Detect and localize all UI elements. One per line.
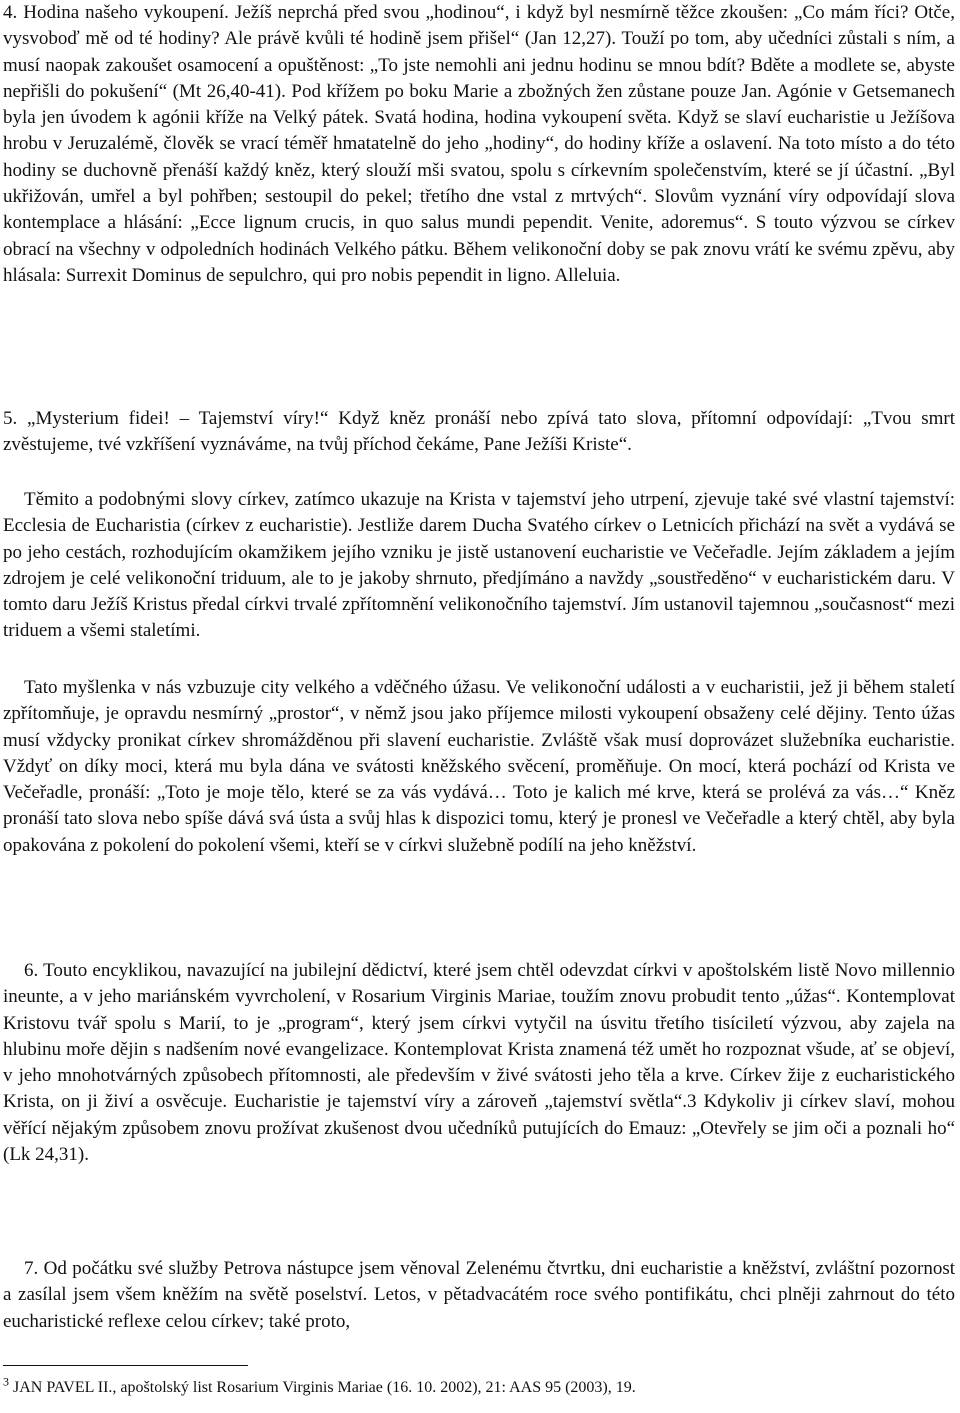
paragraph-4-text: 4. Hodina našeho vykoupení. Ježíš neprchá před svou „hodinou“, i když byl nesmírně těžce zkoušen: „Co mám říci? Otče, vysvoboď mě od té hodiny? Ale právě kvůli té hodině jsem přišel“ (Jan 12,27). Touží po tom, aby učedníci zůstali s ním, a musí naopak zakoušet osamocení a opuštěnost: „To jste nemohli ani jednu hodinu se mnou bdít? Bděte a modlete se, abyste nepřišli do pokušení“ (Mt 26,40-41). Pod křížem po boku Marie a zbožných žen zůstane pouze Jan. Agónie v Getsemanech byla jen úvodem k agónii kříže na Velký pátek. Svatá hodina, hodina vykoupení světa. Když se slaví eucharistie u Ježíšova hrobu v Jeruzalémě, člověk se vrací téměř hmatatelně do jeho „hodiny“, do hodiny kříže a oslavení. Na toto místo a do této hodiny se duchovně přenáší každý kněz, který slouží mši svatou, spolu s církevním společenstvím, které se jí účastní. „Byl ukřižován, umřel a byl pohřben; sestoupil do pekel; třetího dne vstal z mrtvých“. Slovům vyznání víry odpovídají slova kontemplace a hlásání: „Ecce lignum crucis, in quo salus mundi pependit. Venite, adoremus“. S touto výzvou se církev obrací na všechny v odpoledních hodinách Velkého pátku. Během velikonoční doby se pak znovu vrátí ke svému zpěvu, aby hlásala: Surrexit Dominus de sepulchro, qui pro nobis pependit in ligno. Alleluia. [3, 2, 955, 286]
footnote-text: JAN PAVEL II., apoštolský list Rosarium Virginis Mariae (16. 10. 2002), 21: AAS 95 (2003), 19. [13, 1379, 636, 1396]
paragraph-5-reflection-text: Tato myšlenka v nás vzbuzuje city velkého a vděčného úžasu. Ve velikonoční události a v eucharistii, jež ji během staletí zpřítomňuje, je opravdu nesmírný „prostor“, v němž jsou jako příjemce milosti vykoupení obsaženy celé dějiny. Tento úžas musí vždycky pronikat církev shromážděnou při slavení eucharistie. Zvláště však musí doprovázet služebníka eucharistie. Vždyť on díky moci, která mu byla dána ve svátosti kněžského svěcení, proměňuje. On mocí, která pochází od Krista ve Večeřadle, pronáší: „Toto je moje tělo, které se za vás vydává… Toto je kalich mé krve, která se prolévá za vás…“ Kněz pronáší tato slova nebo spíše dává svá ústa a svůj hlas k dispozici tomu, který je pronesl ve Večeřadle a který chtěl, aby byla opakována z pokolení do pokolení všemi, kteří se v církvi služebně podílí na jeho kněžství. [3, 677, 955, 856]
paragraph-4 [3, 0, 955, 289]
paragraph-7 [3, 1256, 955, 1335]
footnote-number: 3 [3, 1374, 9, 1389]
paragraph-7-text: 7. Od počátku své služby Petrova nástupce jsem věnoval Zelenému čtvrtku, dni eucharistie a kněžství, zvláštní pozornost a zasílal jsem všem kněžím na světě poselství. Letos, v pětadvacátém roce svého pontifikátu, chci plněji zahrnout do této eucharistické reflexe celou církev; také proto, [3, 1258, 955, 1332]
footnote [3, 1374, 955, 1399]
paragraph-5-intro [3, 406, 955, 459]
footnote-divider [3, 1365, 248, 1366]
paragraph-6 [3, 958, 955, 1168]
paragraph-5-intro-text: 5. „Mysterium fidei! – Tajemství víry!“ Když kněz pronáší nebo zpívá tato slova, přítomní odpovídají: „Tvou smrt zvěstujeme, tvé vzkříšení vyznáváme, na tvůj příchod čekáme, Pane Ježíši Kriste“. [3, 408, 955, 456]
paragraph-6-text: 6. Touto encyklikou, navazující na jubilejní dědictví, které jsem chtěl odevzdat církvi v apoštolském listě Novo millennio ineunte, a v jeho mariánském vyvrcholení, v Rosarium Virginis Mariae, toužím znovu probudit tento „úžas“. Kontemplovat Kristovu tvář spolu s Marií, to je „program“, který jsem církvi vytyčil na úsvitu třetího tisíciletí výzvou, aby zajela na hlubinu moře dějin s nadšením nové evangelizace. Kontemplovat Krista znamená též umět ho rozpoznat všude, ať se objeví, v jeho mnohotvárných způsobech přítomnosti, ale především v živé svátosti jeho těla a krve. Církev žije z eucharistického Krista, on ji živí a osvěcuje. Eucharistie je tajemství víry a zároveň „tajemství světla“.3 Kdykoliv ji církev slaví, mohou věřící nějakým způsobem znovu prožívat zkušenost dvou učedníků putujících do Emauz: „Otevřely se jim oči a poznali ho“ (Lk 24,31). [3, 960, 955, 1166]
paragraph-5-body [3, 487, 955, 645]
paragraph-5-body-text: Těmito a podobnými slovy církev, zatímco ukazuje na Krista v tajemství jeho utrpení, zjevuje také své vlastní tajemství: Ecclesia de Eucharistia (církev z eucharistie). Jestliže darem Ducha Svatého církev o Letnicích přichází na svět a vydává se po jeho cestách, rozhodujícím okamžikem jejího vzniku je jistě ustanovení eucharistie ve Večeřadle. Jejím základem a jejím zdrojem je celé velikonoční triduum, ale to je jakoby shrnuto, předjímáno a navždy „soustředěno“ v eucharistickém daru. V tomto daru Ježíš Kristus předal církvi trvalé zpřítomnění velikonočního tajemství. Jím ustanovil tajemnou „současnost“ mezi triduem a všemi staletími. [3, 489, 955, 642]
paragraph-5-reflection [3, 675, 955, 859]
